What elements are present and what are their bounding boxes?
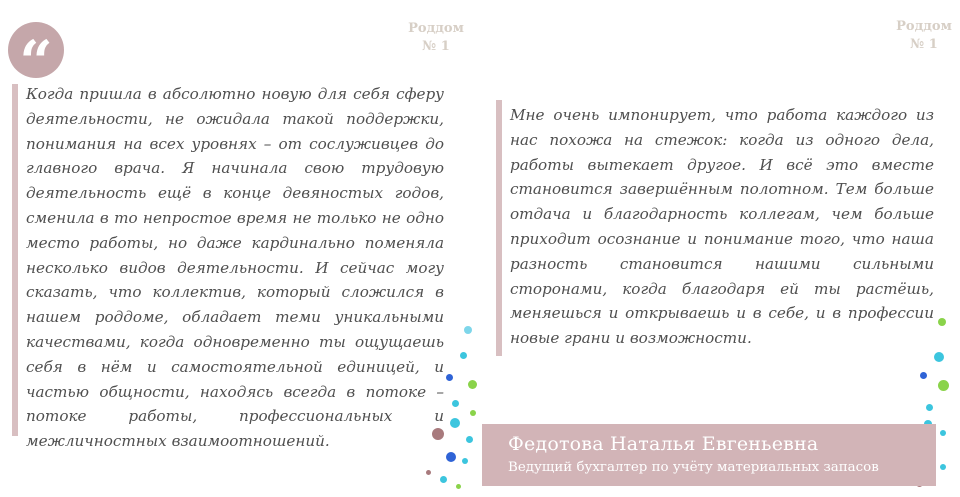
confetti-dot bbox=[450, 418, 460, 428]
confetti-dot bbox=[460, 352, 467, 359]
confetti-dot bbox=[464, 326, 472, 334]
right-quote-text: Мне очень импонирует, что работа каждого из нас похожа на стежок: когда из одного дела, работы вытекает другое. И всё это вместе становится завершённым полотном. Тем больше отдача и благодарность коллегам, чем больше приходит осознание и понимание того, что наша разность становится нашими сильными сторонами, когда благодаря ей ты растёшь, меняешься и открываешь и в себе, и в профессии новые грани и возможности. bbox=[510, 106, 934, 348]
confetti-dot bbox=[938, 380, 949, 391]
confetti-dot bbox=[452, 400, 459, 407]
right-testimonial-panel bbox=[480, 0, 960, 497]
author-name: Федотова Наталья Евгеньевна bbox=[508, 433, 819, 455]
brand-line-1: Роддом bbox=[896, 19, 952, 34]
brand-line-1: Роддом bbox=[408, 21, 464, 36]
brand-line-2: № 1 bbox=[910, 37, 938, 52]
brand-logo bbox=[396, 20, 476, 56]
confetti-dot bbox=[926, 404, 933, 411]
confetti-dot bbox=[462, 458, 468, 464]
confetti-dot bbox=[934, 352, 944, 362]
confetti-dot bbox=[440, 476, 447, 483]
confetti-dot bbox=[456, 484, 461, 489]
confetti-dot bbox=[466, 436, 473, 443]
author-position: Ведущий бухгалтер по учёту материальных запасов bbox=[508, 460, 879, 475]
confetti-dot bbox=[426, 470, 431, 475]
confetti-dot bbox=[432, 428, 444, 440]
quote-accent-bar bbox=[12, 84, 18, 436]
left-quote-text: Когда пришла в абсолютно новую для себя сферу деятельности, не ожидала такой поддержки, понимания на всех уровнях – от сослуживцев до главного врача. Я начинала свою трудовую деятельность ещё в конце девяностых годов, сменила в то непростое время не только не одно место работы, но даже кардинально поменяла несколько видов деятельности. И сейчас могу сказать, что коллектив, который сложился в нашем роддоме, обладает теми уникальными качествами, когда одновременно ты ощущаешь себя в нём и самостоятельной единицей, и частью общности, находясь всегда в потоке – потоке работы, профессиональных и межличностных взаимоотношений. bbox=[26, 85, 444, 451]
confetti-dot bbox=[446, 452, 456, 462]
confetti-dot bbox=[470, 410, 476, 416]
author-name-plate bbox=[482, 424, 936, 486]
confetti-dot bbox=[938, 318, 946, 326]
confetti-dot bbox=[940, 430, 946, 436]
confetti-dot bbox=[920, 372, 927, 379]
confetti-dot bbox=[446, 374, 453, 381]
brand-line-2: № 1 bbox=[422, 39, 450, 54]
quote-accent-bar bbox=[496, 100, 502, 356]
confetti-dot bbox=[468, 380, 477, 389]
quote-mark-icon: “ bbox=[8, 22, 64, 78]
confetti-dot bbox=[940, 464, 946, 470]
brand-logo bbox=[884, 18, 960, 54]
